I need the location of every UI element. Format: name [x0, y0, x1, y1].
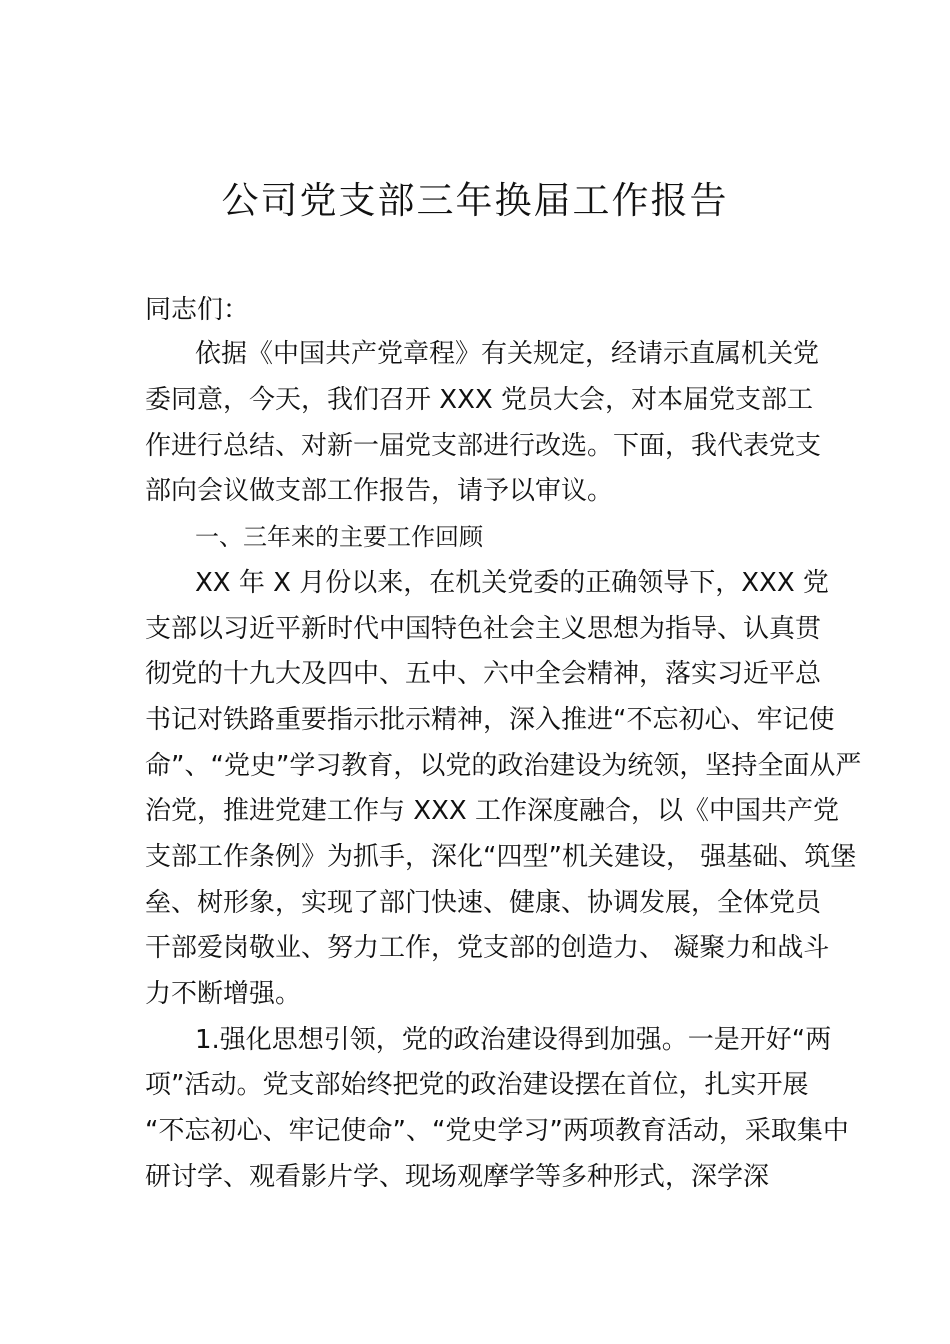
salutation: 同志们：	[145, 295, 250, 325]
paragraph-line: 垒、树形象，实现了部门快速、健康、协调发展，全体党员	[145, 888, 822, 918]
paragraph-line: 1.强化思想引领，党的政治建设得到加强。一是开好“两	[195, 1025, 832, 1055]
paragraph-line: 干部爱岗敬业、努力工作，党支部的创造力、 凝聚力和战斗	[145, 933, 830, 963]
paragraph-line: 彻党的十九大及四中、五中、六中全会精神，落实习近平总	[145, 659, 822, 689]
paragraph-line: 书记对铁路重要指示批示精神，深入推进“不忘初心、牢记使	[145, 705, 835, 735]
paragraph-line: 治党，推进党建工作与 XXX 工作深度融合，以《中国共产党	[145, 796, 839, 826]
paragraph-line: 项”活动。党支部始终把党的政治建设摆在首位，扎实开展	[145, 1070, 809, 1100]
paragraph-line: “不忘初心、牢记使命”、“党史学习”两项教育活动，采取集中	[145, 1116, 849, 1146]
paragraph-line: 委同意，今天，我们召开 XXX 党员大会，对本届党支部工	[145, 385, 813, 415]
paragraph-line: XX 年 X 月份以来，在机关党委的正确领导下，XXX 党	[195, 568, 829, 598]
section-heading: 一、三年来的主要工作回顾	[195, 523, 483, 551]
paragraph-line: 依据《中国共产党章程》有关规定，经请示直属机关党	[195, 339, 820, 369]
paragraph-line: 支部以习近平新时代中国特色社会主义思想为指导、认真贯	[145, 614, 822, 644]
paragraph-line: 支部工作条例》为抓手，深化“四型”机关建设， 强基础、筑堡	[145, 842, 857, 872]
paragraph-line: 力不断增强。	[145, 979, 302, 1009]
paragraph-line: 研讨学、观看影片学、现场观摩学等多种形式，深学深	[145, 1162, 770, 1192]
paragraph-line: 作进行总结、对新一届党支部进行改选。下面，我代表党支	[145, 431, 822, 461]
paragraph-line: 部向会议做支部工作报告，请予以审议。	[145, 476, 614, 506]
document-title: 公司党支部三年换届工作报告	[221, 179, 729, 222]
paragraph-line: 命”、“党史”学习教育，以党的政治建设为统领，坚持全面从严	[145, 751, 862, 781]
